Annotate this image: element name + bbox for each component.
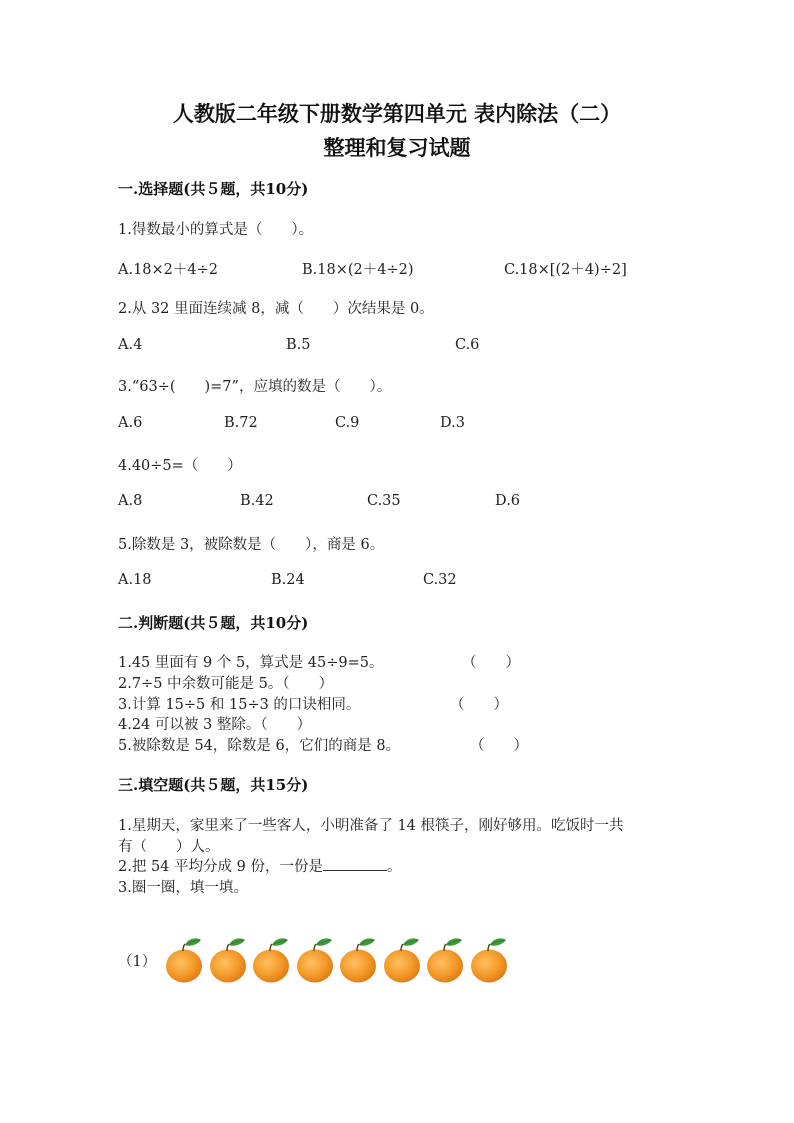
option-a: A.4: [118, 337, 143, 353]
judge-item: 5.被除数是 54，除数是 6，它们的商是 8。: [118, 738, 401, 754]
option-b: B.18×(2＋4÷2): [302, 262, 414, 278]
option-b: B.5: [286, 337, 311, 353]
option-c: C.18×[(2＋4)÷2]: [504, 262, 627, 278]
orange-fruit-icon: [295, 936, 335, 982]
page-subtitle: 整理和复习试题: [323, 135, 471, 160]
section-heading-choice: 一.选择题(共５题，共10分): [118, 180, 309, 198]
judge-item: 1.45 里面有 9 个 5，算式是 45÷9=5。: [118, 655, 384, 671]
question-text: 4.40÷5=（ ）: [118, 458, 242, 474]
orange-fruit-icon: [425, 936, 465, 982]
option-c: C.9: [335, 415, 360, 431]
fill-item: 有（ ）人。: [118, 839, 220, 855]
fill-item-text: 2.把 54 平均分成 9 份，一份是: [118, 859, 323, 875]
option-a: A.18: [118, 572, 152, 588]
question-text: 3.“63÷( )=7”，应填的数是（ ）。: [118, 379, 392, 395]
page-title: 人教版二年级下册数学第四单元 表内除法（二）: [172, 101, 622, 126]
judge-item: 2.7÷5 中余数可能是 5。（ ）: [118, 676, 334, 692]
judge-item: 4.24 可以被 3 整除。（ ）: [118, 717, 312, 733]
answer-paren: （ ）: [462, 655, 520, 671]
figure-label: （1）: [118, 954, 157, 970]
option-a: A.6: [118, 415, 143, 431]
option-d: D.6: [495, 493, 520, 509]
orange-fruit-icon: [469, 936, 509, 982]
answer-paren: （ ）: [470, 738, 528, 754]
answer-paren: （ ）: [450, 697, 508, 713]
question-text: 1.得数最小的算式是（ ）。: [118, 222, 314, 238]
fill-item-suffix: 。: [386, 859, 402, 875]
section-heading-fill: 三.填空题(共５题，共15分): [118, 776, 309, 794]
fill-item: 3.圈一圈，填一填。: [118, 880, 248, 896]
answer-blank[interactable]: [323, 856, 387, 871]
judge-item: 3.计算 15÷5 和 15÷3 的口诀相同。: [118, 697, 361, 713]
question-text: 2.从 32 里面连续减 8，减（ ）次结果是 0。: [118, 301, 434, 317]
section-heading-judge: 二.判断题(共５题，共10分): [118, 614, 309, 632]
option-a: A.18×2＋4÷2: [118, 262, 219, 278]
option-b: B.24: [271, 572, 305, 588]
orange-fruit-icon: [251, 936, 291, 982]
option-c: C.35: [367, 493, 401, 509]
question-text: 5.除数是 3，被除数是（ ），商是 6。: [118, 537, 385, 553]
fill-item: [118, 855, 401, 876]
option-b: B.72: [224, 415, 258, 431]
orange-fruit-icon: [208, 936, 248, 982]
option-b: B.42: [240, 493, 274, 509]
option-d: D.3: [440, 415, 465, 431]
option-a: A.8: [118, 493, 143, 509]
orange-fruit-icon: [164, 936, 204, 982]
orange-fruit-icon: [338, 936, 378, 982]
option-c: C.32: [423, 572, 457, 588]
orange-fruit-icon: [382, 936, 422, 982]
option-c: C.6: [455, 337, 480, 353]
fill-item: 1.星期天，家里来了一些客人，小明准备了 14 根筷子，刚好够用。吃饭时一共: [118, 818, 624, 834]
